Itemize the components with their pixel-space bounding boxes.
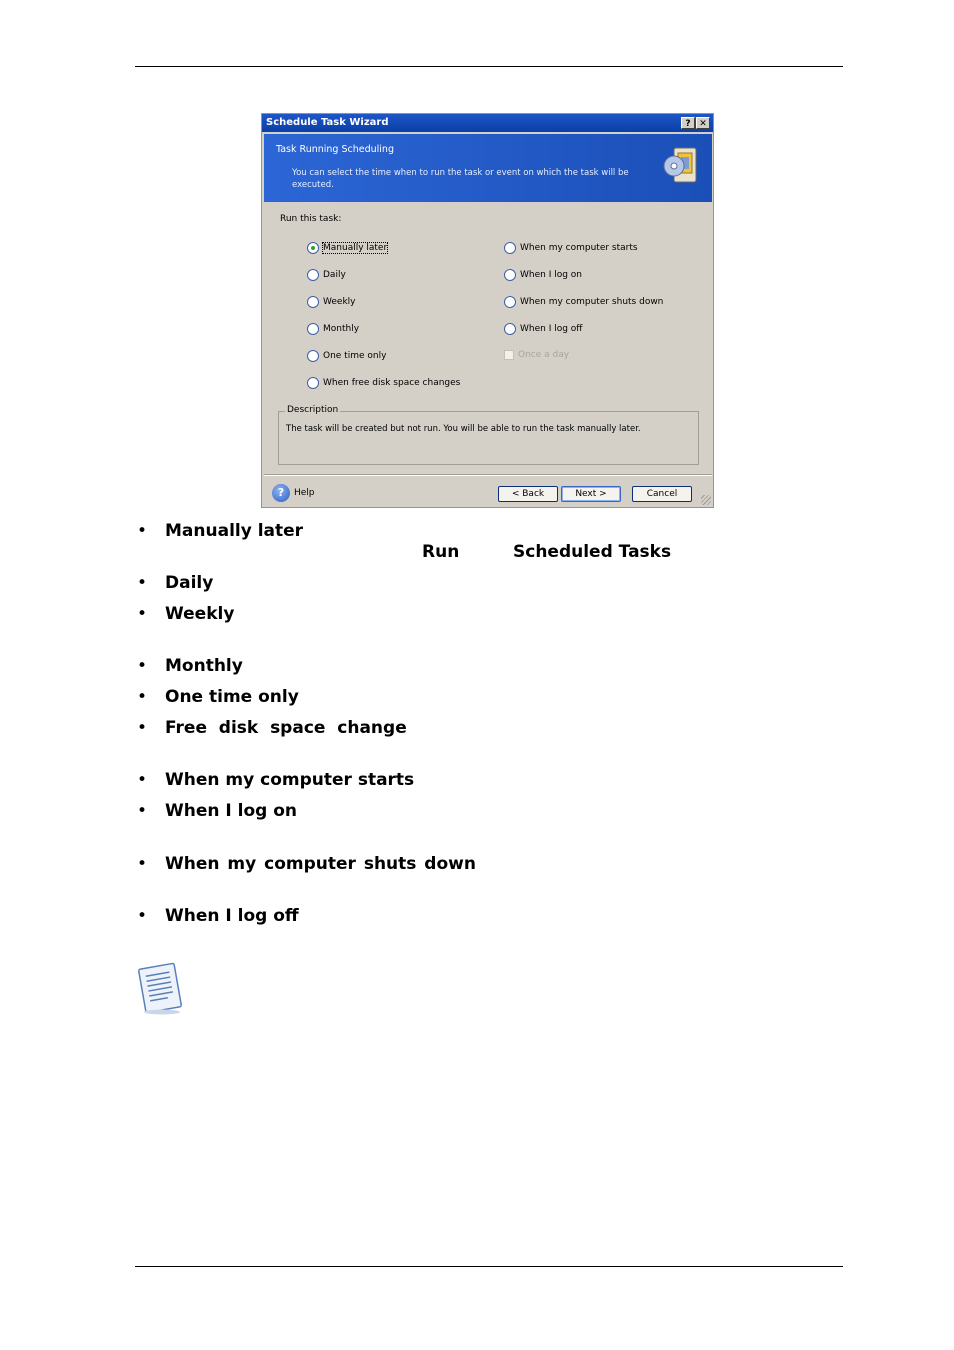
run-this-task-label: Run this task: [280, 214, 342, 224]
bullet: • [137, 687, 148, 707]
header-banner [264, 134, 712, 202]
bullet: • [137, 521, 148, 541]
radio-label: Daily [323, 270, 346, 280]
list-item: When my computer shuts down [165, 854, 476, 874]
radio-one-time-only[interactable] [307, 350, 386, 362]
checkbox-box[interactable] [504, 350, 514, 360]
radio-computer-starts[interactable] [504, 242, 638, 254]
list-item: When my computer starts [165, 770, 415, 790]
radio-computer-shuts-down[interactable] [504, 296, 663, 308]
help-icon[interactable]: ? [272, 484, 290, 502]
list-item: When I log off [165, 906, 299, 926]
bullet: • [137, 770, 148, 790]
radio-button-selected[interactable] [307, 242, 319, 254]
list-item: Free disk space change [165, 718, 407, 738]
list-item: Weekly [165, 604, 235, 624]
list-item: Daily [165, 573, 214, 593]
radio-monthly[interactable] [307, 323, 359, 335]
wizard-disk-icon [662, 144, 700, 186]
radio-button[interactable] [307, 350, 319, 362]
back-button[interactable]: < Back [498, 486, 558, 502]
radio-daily[interactable] [307, 269, 346, 281]
footer-separator [264, 474, 712, 476]
radio-label: When my computer starts [520, 243, 638, 253]
bottom-rule [135, 1266, 843, 1267]
radio-log-on[interactable] [504, 269, 582, 281]
list-item: One time only [165, 687, 299, 707]
radio-label: Manually later [323, 243, 388, 253]
radio-label: Weekly [323, 297, 356, 307]
list-item: Monthly [165, 656, 243, 676]
radio-label: When my computer shuts down [520, 297, 664, 307]
run-fragment: Run [422, 542, 460, 562]
checkbox-label: Once a day [518, 350, 570, 360]
bullet: • [137, 854, 148, 874]
radio-button[interactable] [307, 296, 319, 308]
schedule-task-wizard-dialog [261, 113, 714, 508]
cancel-button[interactable]: Cancel [632, 486, 692, 502]
help-label: Help [294, 488, 315, 498]
radio-log-off[interactable] [504, 323, 583, 335]
bullet: • [137, 718, 148, 738]
radio-weekly[interactable] [307, 296, 355, 308]
top-rule [135, 66, 843, 67]
help-link[interactable] [272, 484, 315, 502]
radio-label: When free disk space changes [323, 378, 461, 388]
bullet: • [137, 906, 148, 926]
bullet: • [137, 656, 148, 676]
list-item: When I log on [165, 801, 298, 821]
bullet: • [137, 604, 148, 624]
bullet: • [137, 801, 148, 821]
radio-label: When I log on [520, 270, 583, 280]
radio-button[interactable] [307, 323, 319, 335]
radio-label: Monthly [323, 324, 360, 334]
next-button[interactable]: Next > [561, 486, 621, 502]
description-groupbox [278, 405, 699, 465]
header-title: Task Running Scheduling [276, 144, 394, 155]
header-description: You can select the time when to run the task or event on which the task will be executed. [292, 168, 629, 190]
description-text: The task will be created but not run. You will be able to run the task manually later. [286, 424, 641, 434]
radio-label: When I log off [520, 324, 583, 334]
once-a-day-checkbox[interactable] [504, 350, 569, 360]
radio-button[interactable] [504, 323, 516, 335]
bullet: • [137, 573, 148, 593]
radio-button[interactable] [504, 242, 516, 254]
radio-button[interactable] [307, 269, 319, 281]
list-item: Manually later [165, 521, 304, 541]
window-title: Schedule Task Wizard [266, 117, 389, 128]
titlebar-help-button[interactable]: ? [681, 117, 695, 129]
titlebar-close-button[interactable]: ✕ [696, 117, 710, 129]
resize-grip[interactable] [701, 495, 711, 505]
scheduled-tasks-fragment: Scheduled Tasks [513, 542, 672, 562]
note-icon [134, 960, 186, 1016]
description-legend: Description [287, 405, 339, 415]
title-bar [262, 114, 713, 132]
radio-button[interactable] [307, 377, 319, 389]
radio-button[interactable] [504, 296, 516, 308]
radio-label: One time only [323, 351, 387, 361]
radio-button[interactable] [504, 269, 516, 281]
radio-manually-later[interactable] [307, 242, 387, 254]
radio-free-disk-space[interactable] [307, 377, 460, 389]
